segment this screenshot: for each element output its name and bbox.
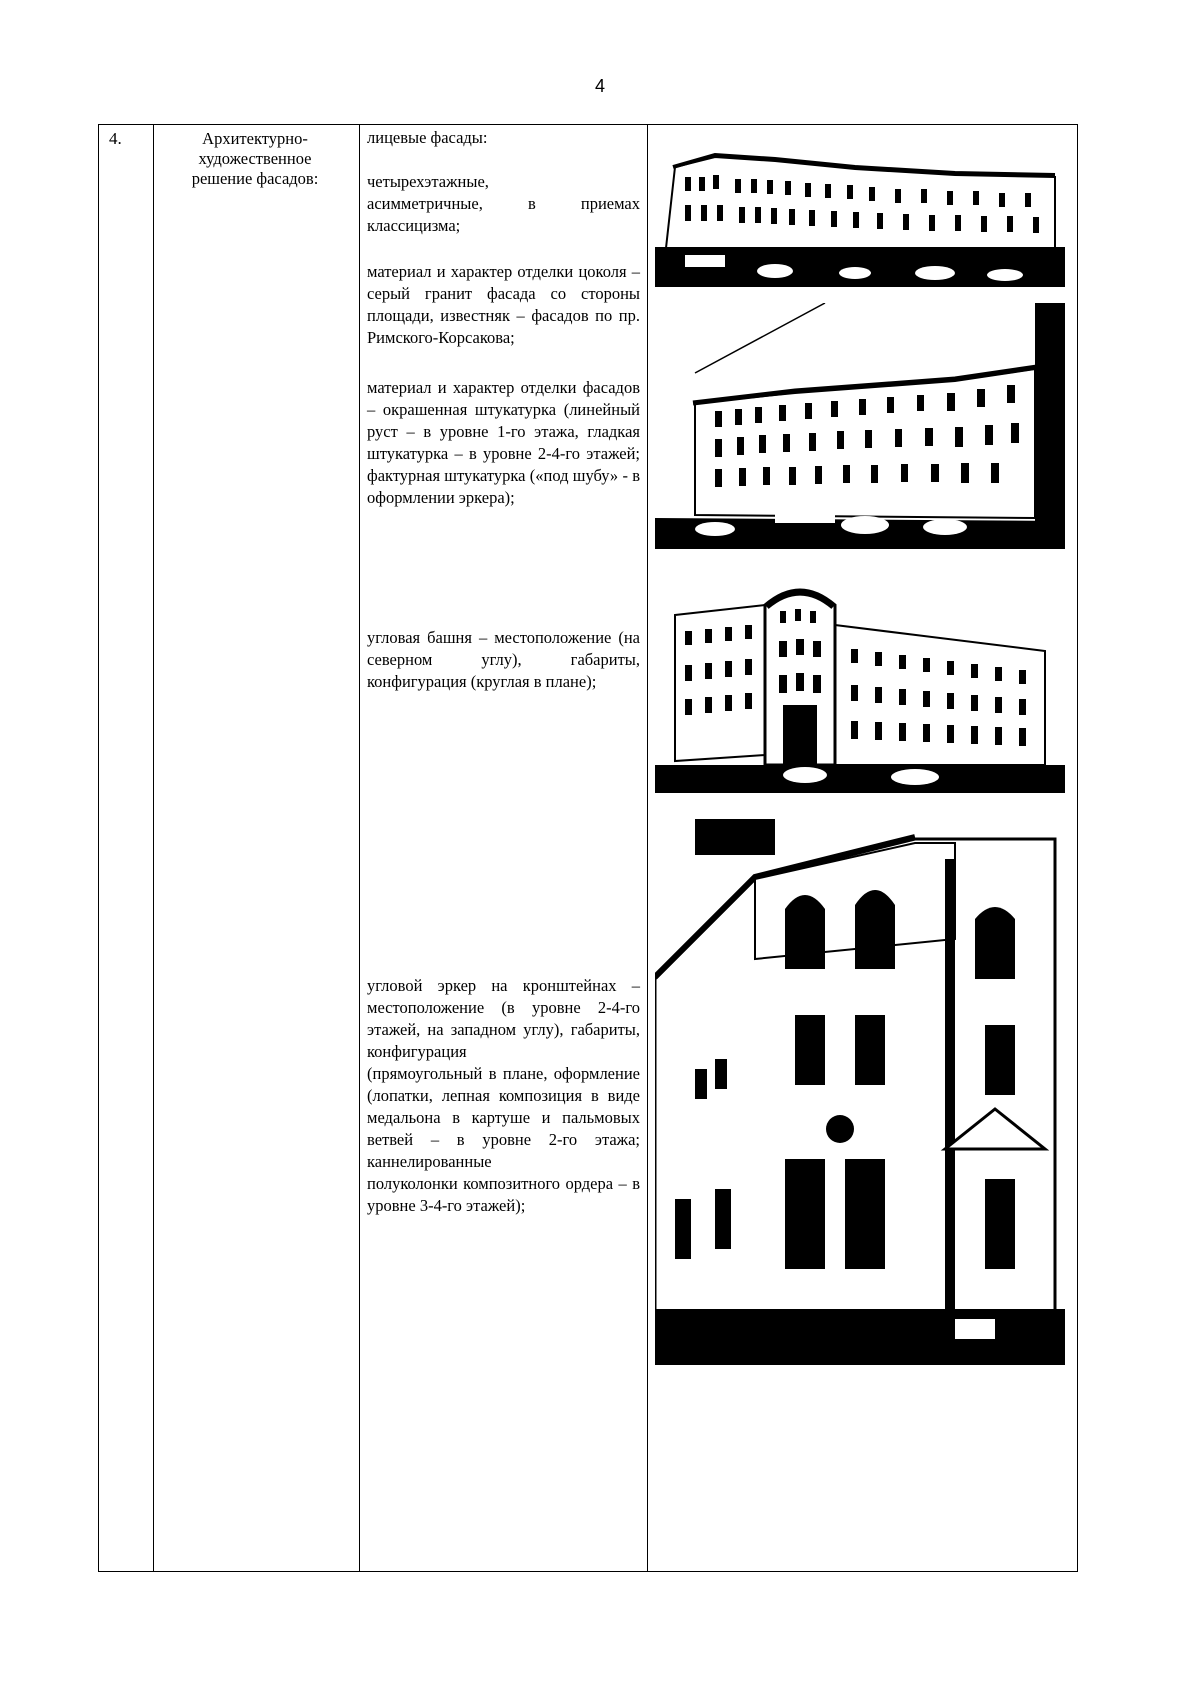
paragraph-tower: угловая башня – местоположение (на северном углу), габариты, конфигурация (круглая в плане); <box>367 628 640 691</box>
paragraph-facades: лицевые фасады: <box>367 128 488 147</box>
column-divider <box>647 125 648 1571</box>
facade-photo-1 <box>655 147 1065 287</box>
paragraph-plinth: материал и характер отделки цоколя – серый гранит фасада со стороны площади, известняк – фасадов по пр. Римского-Корсакова; <box>367 262 640 347</box>
attributes-table <box>98 124 1078 1572</box>
page-number: 4 <box>594 76 605 96</box>
paragraph-style: четырехэтажные, асимметричные, в приемах классицизма; <box>367 172 640 235</box>
paragraph-finish: материал и характер отделки фасадов – окрашенная штукатурка (линейный руст – в уровне 1-го этажа, гладкая штукатурка – в уровне 2-4-го этажей; фактурная штукатурка («под шубу» - в оформлении эркера); <box>367 378 640 507</box>
paragraph-bay-window: угловой эркер на кронштейнах – местоположение (в уровне 2-4-го этажей, на западном углу), габариты, конфигурация (прямоугольный в плане, оформление (лопатки, лепная композиция в виде медальона в картуше и пальмовых ветвей – в уровне 2-го этажа; каннелированные полуколонки композитного ордера – в уровне 3-4-го этажей); <box>367 976 640 1215</box>
column-divider <box>359 125 360 1571</box>
row-title: Архитектурно- художественное решение фасадов: <box>191 129 319 188</box>
column-divider <box>153 125 154 1571</box>
corner-tower-photo <box>655 575 1065 793</box>
facade-photo-2 <box>655 303 1065 549</box>
corner-bay-window-photo <box>655 819 1065 1365</box>
row-number: 4. <box>109 129 122 148</box>
